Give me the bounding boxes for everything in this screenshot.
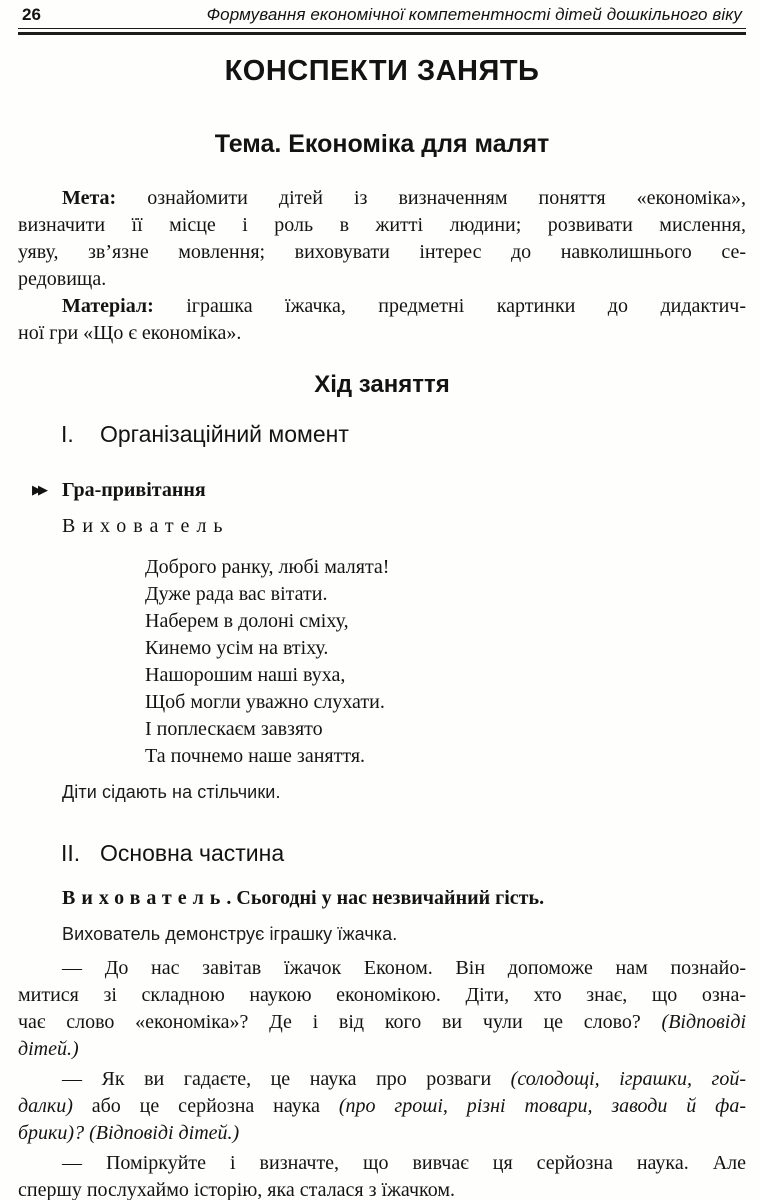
meta-line: уяву, зв’язне мовлення; виховувати інтерес до навколишнього се- <box>18 241 746 264</box>
poem-line: Наберем в долоні сміху, <box>145 610 349 633</box>
page-number: 26 <box>22 5 41 24</box>
header-rule-thin <box>18 28 746 29</box>
paragraph-line: чає слово «економіка»? Де і від кого ви чули це слово? (Відповіді <box>18 1010 746 1033</box>
section-number: II. <box>61 840 81 867</box>
meta-line: визначити її місце і роль в житті людини; розвивати мислення, <box>18 214 746 237</box>
material-line: Матеріал: іграшка їжачка, предметні картинки до дидактич- <box>62 295 746 318</box>
section-title: Організаційний момент <box>100 421 349 448</box>
header-rule-thick <box>18 32 746 35</box>
poem-line: Та почнемо наше заняття. <box>145 745 366 768</box>
greeting-poem <box>145 554 746 770</box>
running-title: Формування економічної компетентності дітей дошкільного віку <box>206 5 742 24</box>
paragraph-line: спершу послухаймо історію, яка сталася з їжачком. <box>18 1178 456 1200</box>
game-title: Гра-привітання <box>62 479 206 502</box>
running-header <box>18 0 746 27</box>
meta-label: Мета: <box>62 187 117 210</box>
poem-line: Нашорошим наші вуха, <box>145 664 346 687</box>
section-heading-1 <box>18 422 746 448</box>
section-number: I. <box>61 421 74 448</box>
lesson-title: Тема. Економіка для малят <box>214 129 550 158</box>
dialogue-paragraph <box>18 1066 746 1147</box>
poem-line: Доброго ранку, любі малята! <box>145 556 390 579</box>
paragraph-line: — Поміркуйте і визначте, що вивчає ця серйозна наука. Але <box>62 1151 746 1174</box>
paragraph-line: — Як ви гадаєте, це наука про розваги (солодощі, іграшки, гой- <box>62 1067 746 1090</box>
paragraph-line: митися зі складною наукою економікою. Діти, хто знає, що озна- <box>18 983 746 1006</box>
dialogue-paragraph <box>18 955 746 1063</box>
speaker-name: Вихователь <box>62 515 230 538</box>
material-label: Матеріал: <box>62 295 154 318</box>
material-paragraph <box>18 293 746 347</box>
poem-line: Кинемо усім на втіху. <box>145 637 329 660</box>
poem-line: І поплескаєм завзято <box>145 718 323 741</box>
paragraph-line: далки) або це серйозна наука (про гроші, різні товари, заводи й фа- <box>18 1094 746 1117</box>
main-heading: КОНСПЕКТИ ЗАНЯТЬ <box>224 55 540 87</box>
poem-line: Дуже рада вас вітати. <box>145 583 328 606</box>
dialogue-paragraph <box>18 1150 746 1200</box>
stage-direction: Діти сідають на стільчики. <box>62 782 281 803</box>
stage-direction: Вихователь демонструє іграшку їжачка. <box>62 923 398 944</box>
section-heading-2 <box>18 841 746 867</box>
course-heading: Хід заняття <box>314 371 450 399</box>
meta-paragraph <box>18 185 746 293</box>
paragraph-line: дітей.) <box>18 1037 79 1060</box>
speaker-line: Вихователь. Сьогодні у нас незвичайний гість. <box>62 886 545 909</box>
paragraph-line: — До нас завітав їжачок Економ. Він допоможе нам познайо- <box>62 956 746 979</box>
double-arrow-icon: ▶▶ <box>32 483 44 499</box>
section-title: Основна частина <box>100 840 285 867</box>
game-heading <box>32 479 746 502</box>
paragraph-line: брики)? (Відповіді дітей.) <box>18 1121 240 1144</box>
speaker-name: Вихователь <box>62 886 227 909</box>
poem-line: Щоб могли уважно слухати. <box>145 691 385 714</box>
material-line: ної гри «Що є економіка». <box>18 322 242 345</box>
meta-line: Мета: ознайомити дітей із визначенням поняття «економіка», <box>62 187 746 210</box>
meta-line: редовища. <box>18 268 107 291</box>
